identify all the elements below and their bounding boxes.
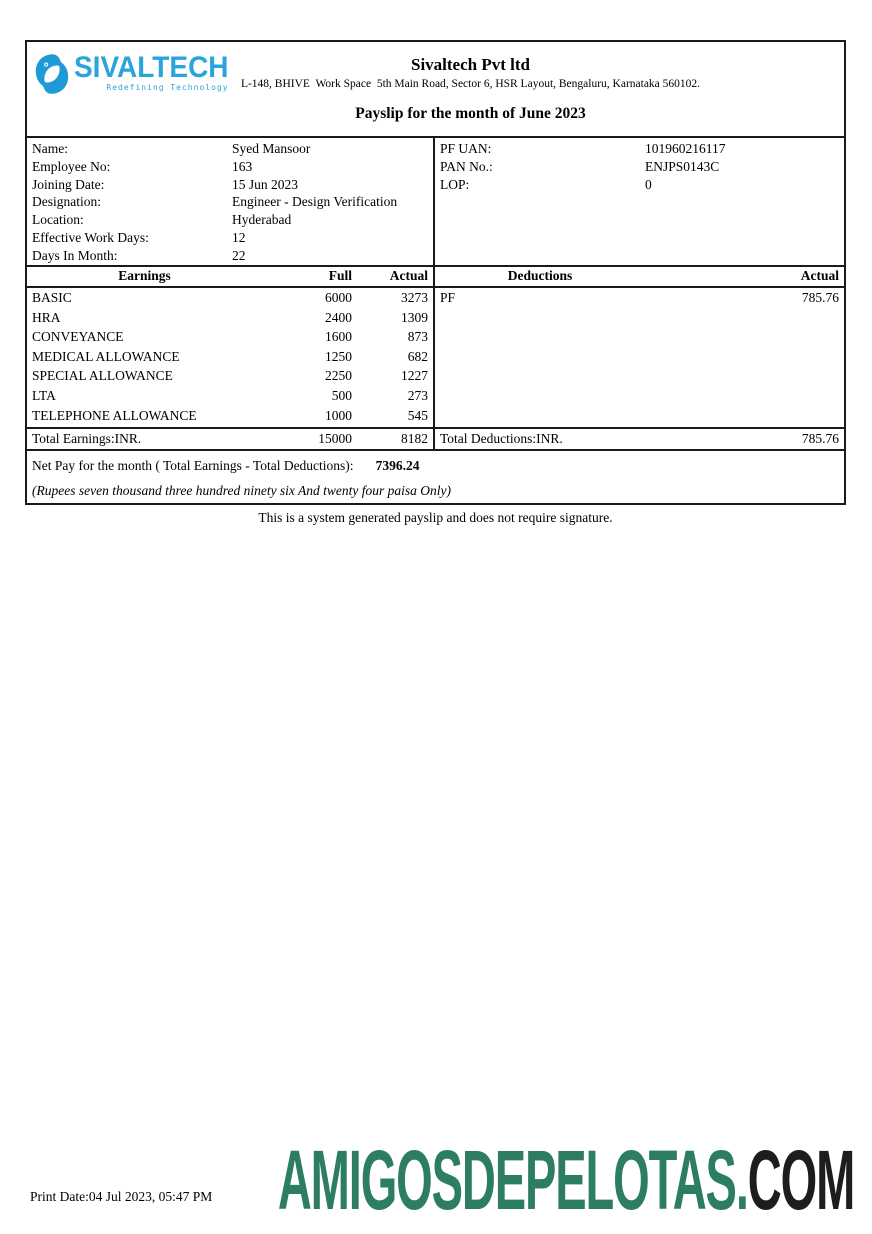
- employee-detail-row: [32, 247, 433, 265]
- company-wordmark: SIVALTECH: [74, 50, 229, 84]
- earning-name: MEDICAL ALLOWANCE: [32, 348, 180, 364]
- earning-name: BASIC: [32, 290, 72, 305]
- sivaltech-swirl-icon: [34, 53, 74, 95]
- field-value: 101960216117: [645, 141, 726, 156]
- field-value: 12: [232, 229, 246, 245]
- total-earnings-full: 15000: [318, 431, 352, 446]
- field-value: Engineer - Design Verification: [232, 194, 398, 210]
- total-earnings-actual: 8182: [401, 431, 428, 446]
- employee-detail-row: [32, 211, 433, 229]
- field-label: Employee No:: [32, 158, 111, 174]
- earning-full: 6000: [325, 290, 352, 305]
- earnings-deductions-header: [27, 267, 844, 288]
- payslip-document: [25, 40, 846, 505]
- field-value: 15 Jun 2023: [232, 176, 299, 192]
- earnings-row: [27, 288, 433, 308]
- deduction-name: PF: [440, 290, 456, 305]
- employee-detail-row: [32, 193, 433, 211]
- field-label: Name:: [32, 141, 68, 156]
- earning-full: 500: [331, 387, 352, 403]
- total-deductions-actual: 785.76: [801, 431, 839, 446]
- field-value: 22: [232, 247, 246, 263]
- earnings-row: [27, 327, 433, 347]
- employee-detail-row: [32, 229, 433, 247]
- earnings-list: [27, 288, 435, 427]
- field-label: Location:: [32, 212, 84, 228]
- earning-actual: 1227: [401, 368, 428, 384]
- earning-actual: 3273: [401, 290, 428, 305]
- earning-full: 1250: [325, 348, 352, 364]
- full-column-header: Full: [328, 268, 352, 283]
- net-pay-label: Net Pay for the month ( Total Earnings - Total Deductions):: [32, 458, 354, 473]
- earning-name: SPECIAL ALLOWANCE: [32, 368, 173, 384]
- earnings-header-label: Earnings: [118, 268, 171, 283]
- company-tagline: Redefining Technology: [106, 83, 229, 92]
- field-label: PAN No.:: [440, 158, 493, 174]
- deductions-header-label: Deductions: [507, 268, 573, 283]
- employee-detail-row: [440, 140, 844, 158]
- earning-actual: 545: [407, 407, 428, 423]
- field-label: Days In Month:: [32, 247, 118, 263]
- employee-details-right: [435, 138, 844, 265]
- payslip-title: Payslip for the month of June 2023: [355, 105, 586, 122]
- net-pay-in-words: (Rupees seven thousand three hundred ninety six And twenty four paisa Only): [32, 483, 452, 498]
- watermark-primary-text: AMIGOSDEPELOTAS.: [277, 1133, 748, 1227]
- net-pay-amount: 7396.24: [375, 458, 420, 473]
- company-logo: [34, 50, 229, 95]
- employee-detail-row: [32, 158, 433, 176]
- deductions-list: [435, 288, 844, 427]
- earning-name: TELEPHONE ALLOWANCE: [32, 407, 197, 423]
- earning-full: 2250: [325, 368, 352, 384]
- company-name: Sivaltech Pvt ltd: [411, 55, 530, 74]
- total-deductions-label: Total Deductions:INR.: [440, 431, 563, 446]
- field-label: LOP:: [440, 176, 470, 192]
- company-address: L-148, BHIVE Work Space 5th Main Road, Sector 6, HSR Layout, Bengaluru, Karnataka 560102.: [240, 78, 701, 90]
- field-label: Effective Work Days:: [32, 229, 149, 245]
- earning-actual: 273: [407, 387, 428, 403]
- earning-name: CONVEYANCE: [32, 329, 124, 345]
- earnings-row: [27, 406, 433, 426]
- field-value: ENJPS0143C: [645, 158, 720, 174]
- field-label: PF UAN:: [440, 141, 492, 156]
- field-label: Joining Date:: [32, 176, 105, 192]
- earning-actual: 873: [407, 329, 428, 345]
- earnings-row: [27, 347, 433, 367]
- totals-row: [27, 427, 844, 451]
- employee-detail-row: [440, 176, 844, 194]
- deduction-actual: 785.76: [801, 290, 839, 305]
- field-value: 0: [645, 176, 652, 192]
- print-date: Print Date:04 Jul 2023, 05:47 PM: [30, 1189, 213, 1204]
- earning-name: HRA: [32, 309, 61, 325]
- earning-full: 1600: [325, 329, 352, 345]
- net-pay-section: [27, 451, 844, 503]
- total-earnings-label: Total Earnings:INR.: [32, 431, 142, 446]
- earnings-row: [27, 308, 433, 328]
- earning-actual: 682: [407, 348, 428, 364]
- employee-details-section: [27, 138, 844, 267]
- earning-actual: 1309: [401, 309, 428, 325]
- earnings-deductions-body: [27, 288, 844, 427]
- field-value: Syed Mansoor: [232, 141, 311, 156]
- employee-detail-row: [440, 158, 844, 176]
- field-label: Designation:: [32, 194, 101, 210]
- actual-column-header-right: Actual: [800, 268, 839, 283]
- earnings-row: [27, 386, 433, 406]
- field-value: Hyderabad: [232, 212, 292, 228]
- watermark-suffix-text: COM: [747, 1133, 854, 1227]
- earning-full: 2400: [325, 309, 352, 325]
- employee-detail-row: [32, 176, 433, 194]
- deduction-row: [435, 288, 844, 308]
- employee-detail-row: [32, 140, 433, 158]
- system-generated-note: This is a system generated payslip and does not require signature.: [258, 510, 613, 525]
- actual-column-header-left: Actual: [389, 268, 428, 283]
- earnings-row: [27, 366, 433, 386]
- earning-full: 1000: [325, 407, 352, 423]
- watermark-logo: [277, 1133, 854, 1227]
- employee-details-left: [27, 138, 435, 265]
- field-value: 163: [232, 158, 253, 174]
- earning-name: LTA: [32, 387, 56, 403]
- payslip-header: [27, 42, 844, 138]
